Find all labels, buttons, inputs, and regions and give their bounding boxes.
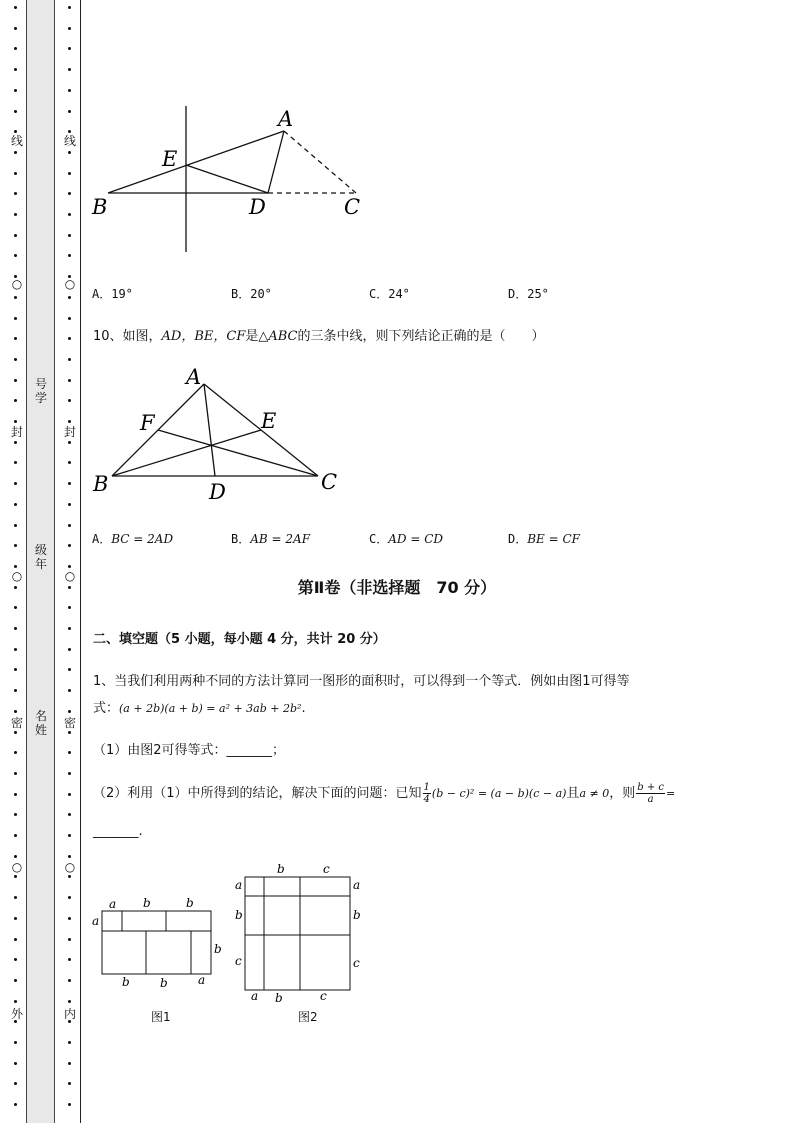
margin-mark-right: 密 — [63, 716, 76, 730]
dot — [68, 710, 71, 713]
dot — [68, 317, 71, 320]
dot — [68, 358, 71, 361]
dot — [68, 482, 71, 485]
point-label: D — [209, 480, 226, 504]
q1-formula: (a + 2b)(a + b) = a² + 3ab + 2b² — [119, 702, 302, 715]
dot — [14, 1041, 17, 1044]
fraction-one-quarter — [423, 782, 431, 805]
student-number-label: 号学 — [34, 377, 47, 405]
dot — [14, 47, 17, 50]
fig2-label: c — [320, 989, 327, 1003]
dot — [68, 1041, 71, 1044]
dot — [68, 958, 71, 961]
dot — [14, 627, 17, 630]
option-a — [92, 530, 173, 547]
dot — [68, 296, 71, 299]
option-b: B．20° — [231, 287, 272, 301]
point-label: F — [140, 411, 155, 435]
dot — [68, 1082, 71, 1085]
fraction-denominator: 4 — [423, 794, 430, 805]
option-expr: BE = CF — [527, 532, 581, 546]
fig2-label: b — [275, 991, 283, 1005]
option-a: A．19° — [92, 287, 133, 301]
margin-mark-left: ○ — [11, 569, 23, 583]
dot — [14, 254, 17, 257]
dot — [68, 110, 71, 113]
dot — [14, 855, 17, 858]
dot — [68, 917, 71, 920]
dot — [14, 979, 17, 982]
margin-mark-left: ○ — [11, 860, 23, 874]
dot — [68, 1000, 71, 1003]
dot — [14, 917, 17, 920]
point-label: B — [93, 472, 109, 496]
dot — [68, 772, 71, 775]
q1-equals: = — [666, 787, 676, 800]
q1-period: . — [301, 701, 306, 716]
fig1-label: a — [92, 914, 100, 928]
dot — [14, 524, 17, 527]
dot — [68, 896, 71, 899]
dot — [14, 938, 17, 941]
dot — [68, 627, 71, 630]
q1-condition: (b − c)² = (a − b)(c − a) — [431, 787, 567, 800]
dot — [68, 689, 71, 692]
q1-and: 且 — [566, 786, 580, 801]
dot — [14, 317, 17, 320]
point-label: B — [92, 195, 108, 219]
dot — [14, 710, 17, 713]
fig2-label: b — [353, 908, 361, 922]
fig1-label: b — [122, 975, 130, 989]
dot — [68, 938, 71, 941]
dot — [14, 668, 17, 671]
dot — [14, 896, 17, 899]
dot — [14, 234, 17, 237]
dot — [14, 958, 17, 961]
option-c: C．24° — [369, 287, 410, 301]
dot — [14, 813, 17, 816]
dot — [68, 254, 71, 257]
dot — [68, 192, 71, 195]
dot — [68, 606, 71, 609]
option-expr: AB = 2AF — [250, 532, 311, 546]
dot — [14, 68, 17, 71]
question-10 — [93, 325, 545, 344]
fig1-label: a — [198, 973, 206, 987]
option-d — [508, 530, 580, 547]
dot — [68, 379, 71, 382]
dot — [14, 172, 17, 175]
q1-line2 — [93, 697, 306, 716]
fraction-target — [636, 782, 665, 805]
dot — [68, 89, 71, 92]
q10-number: 10、如图， — [93, 329, 162, 344]
dot — [68, 793, 71, 796]
name-label: 名姓 — [34, 709, 47, 737]
dot — [68, 337, 71, 340]
q1-nonzero: a ≠ 0 — [579, 787, 610, 800]
margin-mark-right: ○ — [64, 860, 76, 874]
margin-mark-right: 内 — [63, 1007, 76, 1021]
fraction-denominator: a — [647, 794, 654, 805]
fig2-label: c — [323, 862, 330, 876]
dot — [68, 172, 71, 175]
option-c — [369, 530, 443, 547]
dot — [14, 565, 17, 568]
option-letter: D． — [508, 532, 528, 546]
dot — [14, 689, 17, 692]
point-label: E — [162, 147, 178, 171]
dot — [14, 772, 17, 775]
fig2-label: c — [235, 954, 242, 968]
dot — [68, 1062, 71, 1065]
q10-lines: AD，BE，CF — [161, 329, 246, 344]
dot — [68, 47, 71, 50]
fig2-label: b — [235, 908, 243, 922]
option-letter: C． — [369, 532, 389, 546]
margin-mark-right: ○ — [64, 277, 76, 291]
point-label: C — [321, 470, 338, 494]
dot — [14, 337, 17, 340]
figure-2-caption: 图2 — [298, 1010, 318, 1024]
fig2-label: a — [235, 878, 243, 892]
fig1-label: b — [160, 976, 168, 990]
figure-1-caption: 图1 — [151, 1010, 171, 1024]
dot — [14, 1082, 17, 1085]
margin-mark-right: ○ — [64, 569, 76, 583]
fig2-label: a — [251, 989, 259, 1003]
q10-rest: 的三条中线，则下列结论正确的是（ ） — [297, 329, 545, 344]
point-label: A — [186, 365, 202, 389]
dot — [68, 979, 71, 982]
fig2-label: b — [277, 862, 285, 876]
grade-label: 级年 — [34, 543, 47, 571]
q1-sub2 — [93, 782, 675, 805]
figure-q9-triangle — [88, 100, 378, 260]
dot — [14, 648, 17, 651]
dot — [14, 27, 17, 30]
dot — [14, 875, 17, 878]
q1-sub1: （1）由图2可得等式：_______； — [93, 743, 286, 758]
margin-mark-right: 封 — [63, 425, 76, 439]
dot — [14, 503, 17, 506]
q10-triangle: ABC — [268, 329, 298, 344]
answer-blank: _______. — [93, 824, 143, 839]
dot — [14, 482, 17, 485]
option-expr: AD = CD — [388, 532, 444, 546]
dot — [14, 213, 17, 216]
q10-middle: 是△ — [245, 329, 269, 344]
fig1-label: b — [186, 896, 194, 910]
margin-mark-left: 外 — [10, 1007, 23, 1021]
dot — [14, 151, 17, 154]
dot — [14, 441, 17, 444]
dot — [14, 751, 17, 754]
dot — [14, 834, 17, 837]
dot — [68, 234, 71, 237]
dot — [14, 461, 17, 464]
dot — [68, 461, 71, 464]
dot — [68, 668, 71, 671]
q1-sub2-prefix: （2）利用（1）中所得到的结论，解决下面的问题：已知 — [93, 786, 422, 801]
dot — [14, 793, 17, 796]
dot — [68, 151, 71, 154]
figure-2 — [230, 860, 370, 1005]
dot — [14, 399, 17, 402]
dot — [68, 399, 71, 402]
dot — [14, 110, 17, 113]
q1-line1: 1、当我们利用两种不同的方法计算同一图形的面积时，可以得到一个等式．例如由图1可得等 — [93, 674, 630, 689]
dot — [68, 441, 71, 444]
dot — [14, 1103, 17, 1106]
dot — [68, 68, 71, 71]
dot — [68, 875, 71, 878]
dot — [68, 834, 71, 837]
dot — [14, 1000, 17, 1003]
margin-mark-right: 线 — [63, 134, 76, 148]
q1-prefix: 式： — [93, 701, 120, 716]
dot — [68, 855, 71, 858]
fig1-label: b — [214, 942, 222, 956]
margin-mark-left: ○ — [11, 277, 23, 291]
option-letter: A． — [92, 532, 112, 546]
dot — [68, 213, 71, 216]
dot — [68, 6, 71, 9]
option-expr: BC = 2AD — [111, 532, 174, 546]
dot — [68, 503, 71, 506]
dot — [68, 813, 71, 816]
point-label: D — [249, 195, 266, 219]
dot — [68, 27, 71, 30]
dot — [14, 89, 17, 92]
dot — [68, 524, 71, 527]
dot — [68, 648, 71, 651]
fig1-label: b — [143, 896, 151, 910]
dot — [14, 1062, 17, 1065]
binding-rule — [80, 0, 81, 1123]
option-letter: B． — [231, 532, 251, 546]
dot — [14, 296, 17, 299]
fig2-label: c — [353, 956, 360, 970]
q1-then: ，则 — [609, 786, 636, 801]
dot — [14, 544, 17, 547]
figure-q10-triangle — [88, 362, 348, 507]
dot — [68, 565, 71, 568]
margin-mark-left: 密 — [10, 716, 23, 730]
dot — [14, 358, 17, 361]
margin-mark-left: 封 — [10, 425, 23, 439]
point-label: C — [344, 195, 361, 219]
section-heading: 二、填空题（5 小题，每小题 4 分，共计 20 分） — [93, 632, 386, 647]
dot — [68, 751, 71, 754]
fig1-label: a — [109, 897, 117, 911]
option-d: D．25° — [508, 287, 549, 301]
dot — [14, 6, 17, 9]
point-label: A — [278, 107, 294, 131]
fraction-numerator: b + c — [637, 782, 665, 793]
dot — [68, 544, 71, 547]
dot — [14, 192, 17, 195]
margin-mark-left: 线 — [10, 134, 23, 148]
dot — [14, 606, 17, 609]
dot — [68, 1103, 71, 1106]
dot — [14, 379, 17, 382]
fraction-numerator: 1 — [423, 782, 430, 793]
section-title: 第Ⅱ卷（非选择题 70 分） — [297, 578, 497, 597]
fig2-label: a — [353, 878, 361, 892]
point-label: E — [261, 409, 277, 433]
option-b — [231, 530, 310, 547]
